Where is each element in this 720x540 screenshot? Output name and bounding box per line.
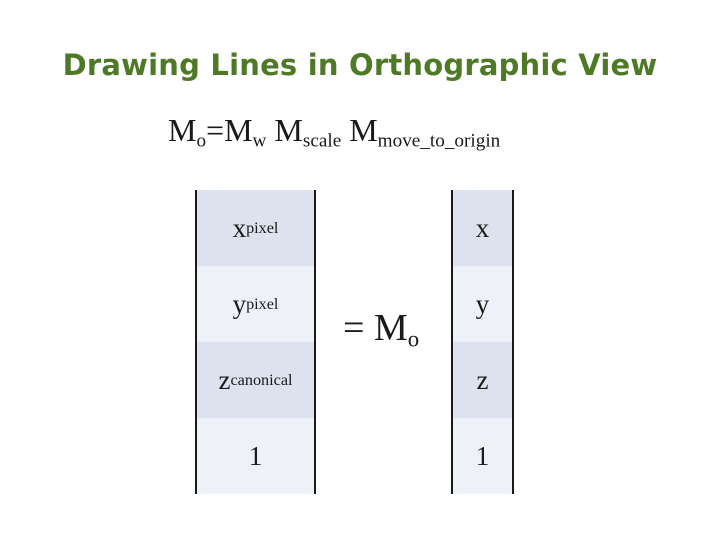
formula-matrix-o-subscript: o <box>196 130 207 152</box>
cell-base: 1 <box>248 440 263 471</box>
formula-matrix-move: M <box>349 112 378 148</box>
vector-cell-one: 1 <box>453 418 512 494</box>
matrix-o: M <box>373 307 408 349</box>
slide-title: Drawing Lines in Orthographic View <box>62 48 658 82</box>
equals-sign: = <box>343 307 365 349</box>
cell-base: z <box>218 364 231 395</box>
world-coordinate-vector <box>451 190 514 494</box>
vector-cell-z: z <box>453 342 512 418</box>
vector-cell-y: y <box>453 266 512 342</box>
vector-cell-x-pixel: x pixel <box>197 190 314 266</box>
formula-matrix-w: M <box>224 112 253 148</box>
matrix-o-subscript: o <box>407 326 420 352</box>
equals-matrix-o <box>343 306 419 350</box>
pixel-coordinate-vector <box>195 190 316 494</box>
cell-base: y <box>232 288 247 319</box>
vector-cell-z-canonical: z canonical <box>197 342 314 418</box>
formula-matrix-scale-subscript: scale <box>302 130 342 152</box>
vector-cell-x: x <box>453 190 512 266</box>
formula-matrix-o: M <box>168 112 197 148</box>
formula-equals: = <box>206 112 225 148</box>
formula-matrix-w-subscript: w <box>252 130 267 152</box>
cell-base: x <box>232 212 247 243</box>
transform-formula <box>168 112 501 152</box>
formula-matrix-scale: M <box>274 112 303 148</box>
formula-matrix-move-subscript: move_to_origin <box>377 130 501 152</box>
vector-cell-y-pixel: y pixel <box>197 266 314 342</box>
vector-cell-one <box>197 418 314 494</box>
